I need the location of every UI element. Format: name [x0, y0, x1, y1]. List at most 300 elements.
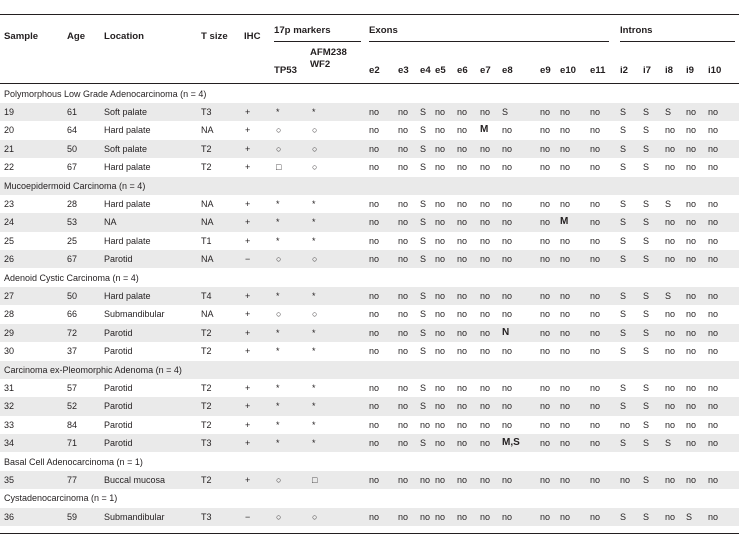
cell-exon: S [420, 198, 427, 209]
cell-exon: no [502, 419, 513, 430]
cell-intron: S [643, 327, 650, 338]
cell-exon: no [435, 162, 446, 173]
cell-exon: no [435, 125, 446, 136]
cell-location: Hard palate [104, 290, 151, 301]
cell-exon: S [420, 125, 427, 136]
cell-exon: no [540, 327, 551, 338]
cell-exon: no [590, 235, 601, 246]
cell-location: Parotid [104, 346, 133, 357]
cell-exon: no [560, 309, 571, 320]
cell-intron: S [643, 290, 650, 301]
cell-location: Parotid [104, 438, 133, 449]
cell-sample: 33 [4, 419, 15, 430]
cell-location: Soft palate [104, 106, 148, 117]
cell-intron: S [620, 382, 627, 393]
table-top-rule [0, 14, 739, 15]
header-location: Location [104, 31, 144, 42]
cell-exon: S [420, 106, 427, 117]
cell-intron: S [620, 254, 627, 265]
cell-tsize: T3 [201, 438, 212, 449]
header-afm-line2: WF2 [310, 59, 331, 70]
header-afm-line1: AFM238 [310, 47, 347, 58]
cell-exon: no [540, 217, 551, 228]
cell-ihc: − [245, 254, 251, 265]
cell-intron: S [665, 106, 672, 117]
cell-exon: no [457, 419, 468, 430]
cell-intron: S [620, 327, 627, 338]
cell-intron: no [708, 511, 719, 522]
cell-exon: no [540, 254, 551, 265]
cell-exon: no [480, 143, 491, 154]
cell-exon: S [420, 438, 427, 449]
cell-intron: no [708, 346, 719, 357]
cell-age: 53 [67, 217, 78, 228]
table-bottom-rule [0, 533, 739, 534]
cell-intron: no [686, 198, 697, 209]
cell-location: Hard palate [104, 198, 151, 209]
cell-sample: 19 [4, 106, 15, 117]
cell-intron: S [620, 401, 627, 412]
cell-tp53: ○ [276, 309, 282, 320]
cell-exon: no [435, 382, 446, 393]
cell-tsize: NA [201, 254, 214, 265]
cell-tp53: ○ [276, 143, 282, 154]
cell-afm238wf2: ○ [312, 511, 318, 522]
cell-exon: no [540, 309, 551, 320]
cell-exon: no [502, 143, 513, 154]
cell-intron: S [643, 309, 650, 320]
cell-exon: no [480, 106, 491, 117]
cell-sample: 30 [4, 346, 15, 357]
cell-intron: S [643, 511, 650, 522]
cell-age: 57 [67, 382, 78, 393]
cell-location: Parotid [104, 382, 133, 393]
table-row [0, 324, 739, 342]
cell-exon: no [590, 419, 601, 430]
cell-intron: no [665, 143, 676, 154]
table-row [0, 195, 739, 213]
cell-sample: 23 [4, 198, 15, 209]
cell-exon: no [457, 511, 468, 522]
group-title: Adenoid Cystic Carcinoma (n = 4) [4, 272, 139, 283]
cell-intron: no [665, 419, 676, 430]
cell-afm238wf2: * [312, 290, 316, 301]
cell-intron: no [665, 346, 676, 357]
cell-intron: no [708, 254, 719, 265]
cell-tp53: ○ [276, 254, 282, 265]
cell-intron: no [665, 162, 676, 173]
cell-exon: no [560, 382, 571, 393]
cell-age: 77 [67, 474, 78, 485]
cell-exon: no [590, 309, 601, 320]
cell-exon: no [457, 143, 468, 154]
cell-intron: S [620, 309, 627, 320]
cell-intron: no [686, 346, 697, 357]
cell-ihc: + [245, 474, 251, 485]
header-exon: e9 [540, 65, 551, 76]
cell-exon: no [560, 474, 571, 485]
cell-exon: no [540, 162, 551, 173]
cell-exon: S [420, 309, 427, 320]
header-17p-markers: 17p markers [274, 25, 331, 36]
cell-exon: no [560, 401, 571, 412]
cell-sample: 24 [4, 217, 15, 228]
cell-sample: 35 [4, 474, 15, 485]
cell-afm238wf2: * [312, 217, 316, 228]
cell-exon: no [560, 162, 571, 173]
cell-sample: 26 [4, 254, 15, 265]
cell-tp53: * [276, 382, 280, 393]
cell-exon: S [420, 401, 427, 412]
cell-age: 72 [67, 327, 78, 338]
header-exon: e5 [435, 65, 446, 76]
cell-intron: S [620, 106, 627, 117]
header-age: Age [67, 31, 86, 42]
table-row [0, 342, 739, 360]
cell-exon: no [398, 401, 409, 412]
cell-exon: S [420, 382, 427, 393]
cell-afm238wf2: * [312, 235, 316, 246]
cell-location: Hard palate [104, 125, 151, 136]
cell-location: NA [104, 217, 117, 228]
cell-exon: no [435, 254, 446, 265]
cell-exon: no [457, 162, 468, 173]
table-row [0, 158, 739, 176]
cell-exon: no [590, 346, 601, 357]
group-row [0, 85, 739, 103]
cell-sample: 21 [4, 143, 15, 154]
cell-exon: no [590, 474, 601, 485]
cell-sample: 28 [4, 309, 15, 320]
cell-exon: no [435, 474, 446, 485]
cell-exon: no [457, 235, 468, 246]
cell-afm238wf2: * [312, 382, 316, 393]
header-exon: e10 [560, 65, 577, 76]
header-intron: i8 [665, 65, 674, 76]
header-ihc: IHC [244, 31, 261, 42]
cell-exon: no [435, 327, 446, 338]
cell-exon: no [540, 474, 551, 485]
group-row [0, 489, 739, 507]
cell-tp53: * [276, 401, 280, 412]
table-row [0, 103, 739, 121]
cell-exon: no [590, 125, 601, 136]
cell-intron: no [708, 327, 719, 338]
cell-exon: no [502, 309, 513, 320]
cell-exon: no [560, 346, 571, 357]
cell-exon: no [398, 125, 409, 136]
cell-exon: S [420, 290, 427, 301]
cell-exon: no [540, 419, 551, 430]
cell-exon: no [457, 401, 468, 412]
cell-intron: no [686, 290, 697, 301]
cell-intron: S [665, 198, 672, 209]
cell-exon: no [369, 254, 380, 265]
table-row [0, 250, 739, 268]
cell-intron: S [665, 290, 672, 301]
cell-exon: no [369, 309, 380, 320]
cell-ihc: + [245, 438, 251, 449]
cell-intron: no [686, 419, 697, 430]
group-row [0, 269, 739, 287]
cell-location: Parotid [104, 327, 133, 338]
cell-exon: S [420, 235, 427, 246]
header-intron: i10 [708, 65, 722, 76]
cell-intron: no [665, 125, 676, 136]
cell-exon: no [540, 198, 551, 209]
cell-exon: no [480, 290, 491, 301]
cell-tsize: T2 [201, 419, 212, 430]
cell-intron: no [708, 438, 719, 449]
cell-exon: no [398, 106, 409, 117]
cell-intron: no [708, 235, 719, 246]
cell-tsize: T2 [201, 401, 212, 412]
cell-exon: no [560, 254, 571, 265]
cell-afm238wf2: * [312, 438, 316, 449]
cell-exon: N [502, 326, 510, 338]
cell-location: Buccal mucosa [104, 474, 166, 485]
cell-intron: S [620, 217, 627, 228]
cell-exon: no [457, 290, 468, 301]
cell-intron: no [686, 438, 697, 449]
cell-exon: no [560, 419, 571, 430]
cell-exon: no [457, 198, 468, 209]
cell-exon: no [480, 511, 491, 522]
cell-afm238wf2: * [312, 346, 316, 357]
header-tsize: T size [201, 31, 228, 42]
table-row [0, 140, 739, 158]
cell-exon: no [590, 290, 601, 301]
cell-exon: no [398, 290, 409, 301]
cell-sample: 32 [4, 401, 15, 412]
cell-tsize: T2 [201, 327, 212, 338]
cell-exon: no [369, 511, 380, 522]
cell-afm238wf2: * [312, 401, 316, 412]
cell-exon: no [435, 511, 446, 522]
cell-exon: no [480, 217, 491, 228]
header-introns: Introns [620, 25, 653, 36]
cell-exon: no [457, 438, 468, 449]
cell-location: Hard palate [104, 162, 151, 173]
group-row [0, 453, 739, 471]
group-row [0, 177, 739, 195]
cell-intron: no [708, 198, 719, 209]
cell-exon: no [369, 438, 380, 449]
cell-exon: no [560, 438, 571, 449]
cell-exon: no [590, 198, 601, 209]
cell-tsize: T2 [201, 382, 212, 393]
cell-tsize: T2 [201, 346, 212, 357]
cell-location: Hard palate [104, 235, 151, 246]
cell-intron: no [686, 125, 697, 136]
cell-exon: no [502, 401, 513, 412]
cell-exon: no [457, 346, 468, 357]
cell-sample: 27 [4, 290, 15, 301]
cell-intron: S [620, 346, 627, 357]
cell-tp53: ○ [276, 125, 282, 136]
cell-exon: no [398, 198, 409, 209]
cell-intron: no [665, 254, 676, 265]
cell-exon: no [435, 401, 446, 412]
cell-exon: no [480, 309, 491, 320]
cell-intron: S [643, 198, 650, 209]
cell-age: 66 [67, 309, 78, 320]
cell-sample: 25 [4, 235, 15, 246]
cell-exon: no [369, 235, 380, 246]
cell-exon: no [398, 346, 409, 357]
cell-exon: no [480, 235, 491, 246]
cell-sample: 22 [4, 162, 15, 173]
cell-exon: no [590, 327, 601, 338]
cell-exon: no [398, 254, 409, 265]
cell-exon: no [590, 254, 601, 265]
cell-tp53: * [276, 235, 280, 246]
header-exon: e8 [502, 65, 513, 76]
cell-tp53: * [276, 327, 280, 338]
cell-intron: no [708, 401, 719, 412]
cell-intron: no [708, 419, 719, 430]
cell-intron: S [643, 125, 650, 136]
cell-tsize: NA [201, 309, 214, 320]
cell-exon: no [420, 474, 431, 485]
cell-exon: no [398, 309, 409, 320]
cell-exon: no [457, 217, 468, 228]
cell-intron: S [643, 254, 650, 265]
header-exon: e2 [369, 65, 380, 76]
cell-exon: no [560, 143, 571, 154]
cell-exon: no [540, 143, 551, 154]
cell-exon: no [540, 401, 551, 412]
cell-age: 59 [67, 511, 78, 522]
cell-exon: no [560, 198, 571, 209]
cell-intron: S [620, 162, 627, 173]
cell-exon: no [369, 346, 380, 357]
cell-age: 50 [67, 143, 78, 154]
cell-exon: no [590, 106, 601, 117]
cell-exon: no [540, 346, 551, 357]
cell-tp53: * [276, 438, 280, 449]
cell-exon: S [420, 217, 427, 228]
cell-exon: no [398, 162, 409, 173]
cell-exon: S [420, 346, 427, 357]
cell-intron: no [686, 217, 697, 228]
cell-exon: no [502, 511, 513, 522]
cell-exon: no [457, 474, 468, 485]
cell-exon: no [590, 382, 601, 393]
cell-ihc: + [245, 198, 251, 209]
cell-exon: no [398, 474, 409, 485]
cell-tsize: T3 [201, 106, 212, 117]
cell-exon: no [480, 346, 491, 357]
cell-location: Parotid [104, 401, 133, 412]
cell-ihc: + [245, 290, 251, 301]
cell-intron: S [620, 125, 627, 136]
cell-ihc: + [245, 327, 251, 338]
cell-tp53: * [276, 290, 280, 301]
cell-exon: no [457, 106, 468, 117]
cell-exon: no [369, 143, 380, 154]
cell-exon: no [420, 419, 431, 430]
cell-exon: no [369, 290, 380, 301]
cell-exon: no [560, 106, 571, 117]
cell-tsize: T2 [201, 162, 212, 173]
cell-intron: no [686, 309, 697, 320]
cell-age: 52 [67, 401, 78, 412]
cell-age: 61 [67, 106, 78, 117]
cell-age: 84 [67, 419, 78, 430]
cell-intron: S [686, 511, 693, 522]
cell-exon: no [369, 327, 380, 338]
cell-exon: no [502, 125, 513, 136]
cell-afm238wf2: * [312, 327, 316, 338]
cell-intron: no [708, 382, 719, 393]
cell-intron: S [643, 401, 650, 412]
cell-intron: S [620, 235, 627, 246]
cell-exon: S [420, 254, 427, 265]
cell-tsize: NA [201, 125, 214, 136]
header-intron: i7 [643, 65, 652, 76]
cell-exon: no [457, 309, 468, 320]
cell-intron: no [665, 309, 676, 320]
cell-exon: no [590, 162, 601, 173]
cell-exon: no [398, 419, 409, 430]
cell-exon: no [502, 474, 513, 485]
cell-tsize: NA [201, 198, 214, 209]
cell-exon: no [560, 327, 571, 338]
cell-tp53: * [276, 217, 280, 228]
cell-intron: no [708, 125, 719, 136]
cell-intron: no [686, 474, 697, 485]
cell-intron: S [643, 419, 650, 430]
cell-ihc: + [245, 419, 251, 430]
cell-exon: no [369, 401, 380, 412]
table-row [0, 508, 739, 526]
group-title: Polymorphous Low Grade Adenocarcinoma (n = 4) [4, 88, 207, 99]
cell-intron: no [686, 401, 697, 412]
cell-intron: S [620, 511, 627, 522]
cell-exon: no [502, 254, 513, 265]
cell-exon: no [398, 511, 409, 522]
cell-sample: 29 [4, 327, 15, 338]
group-title: Mucoepidermoid Carcinoma (n = 4) [4, 180, 146, 191]
group-title: Cystadenocarcinoma (n = 1) [4, 493, 118, 504]
cell-intron: no [686, 327, 697, 338]
cell-tsize: NA [201, 217, 214, 228]
cell-exon: no [590, 143, 601, 154]
cell-intron: S [620, 143, 627, 154]
cell-ihc: + [245, 106, 251, 117]
cell-sample: 20 [4, 125, 15, 136]
cell-exon: no [480, 419, 491, 430]
cell-exon: no [502, 217, 513, 228]
cell-ihc: + [245, 143, 251, 154]
cell-exon: no [457, 327, 468, 338]
cell-tp53: * [276, 346, 280, 357]
cell-intron: no [665, 382, 676, 393]
cell-tp53: * [276, 106, 280, 117]
cell-exon: no [502, 382, 513, 393]
table-row [0, 471, 739, 489]
cell-exon: no [369, 125, 380, 136]
cell-tsize: T4 [201, 290, 212, 301]
cell-exon: no [398, 217, 409, 228]
cell-intron: S [643, 162, 650, 173]
cell-tsize: T2 [201, 143, 212, 154]
cell-intron: no [686, 235, 697, 246]
cell-intron: no [620, 419, 631, 430]
cell-intron: no [665, 217, 676, 228]
introns-underline [620, 41, 735, 42]
